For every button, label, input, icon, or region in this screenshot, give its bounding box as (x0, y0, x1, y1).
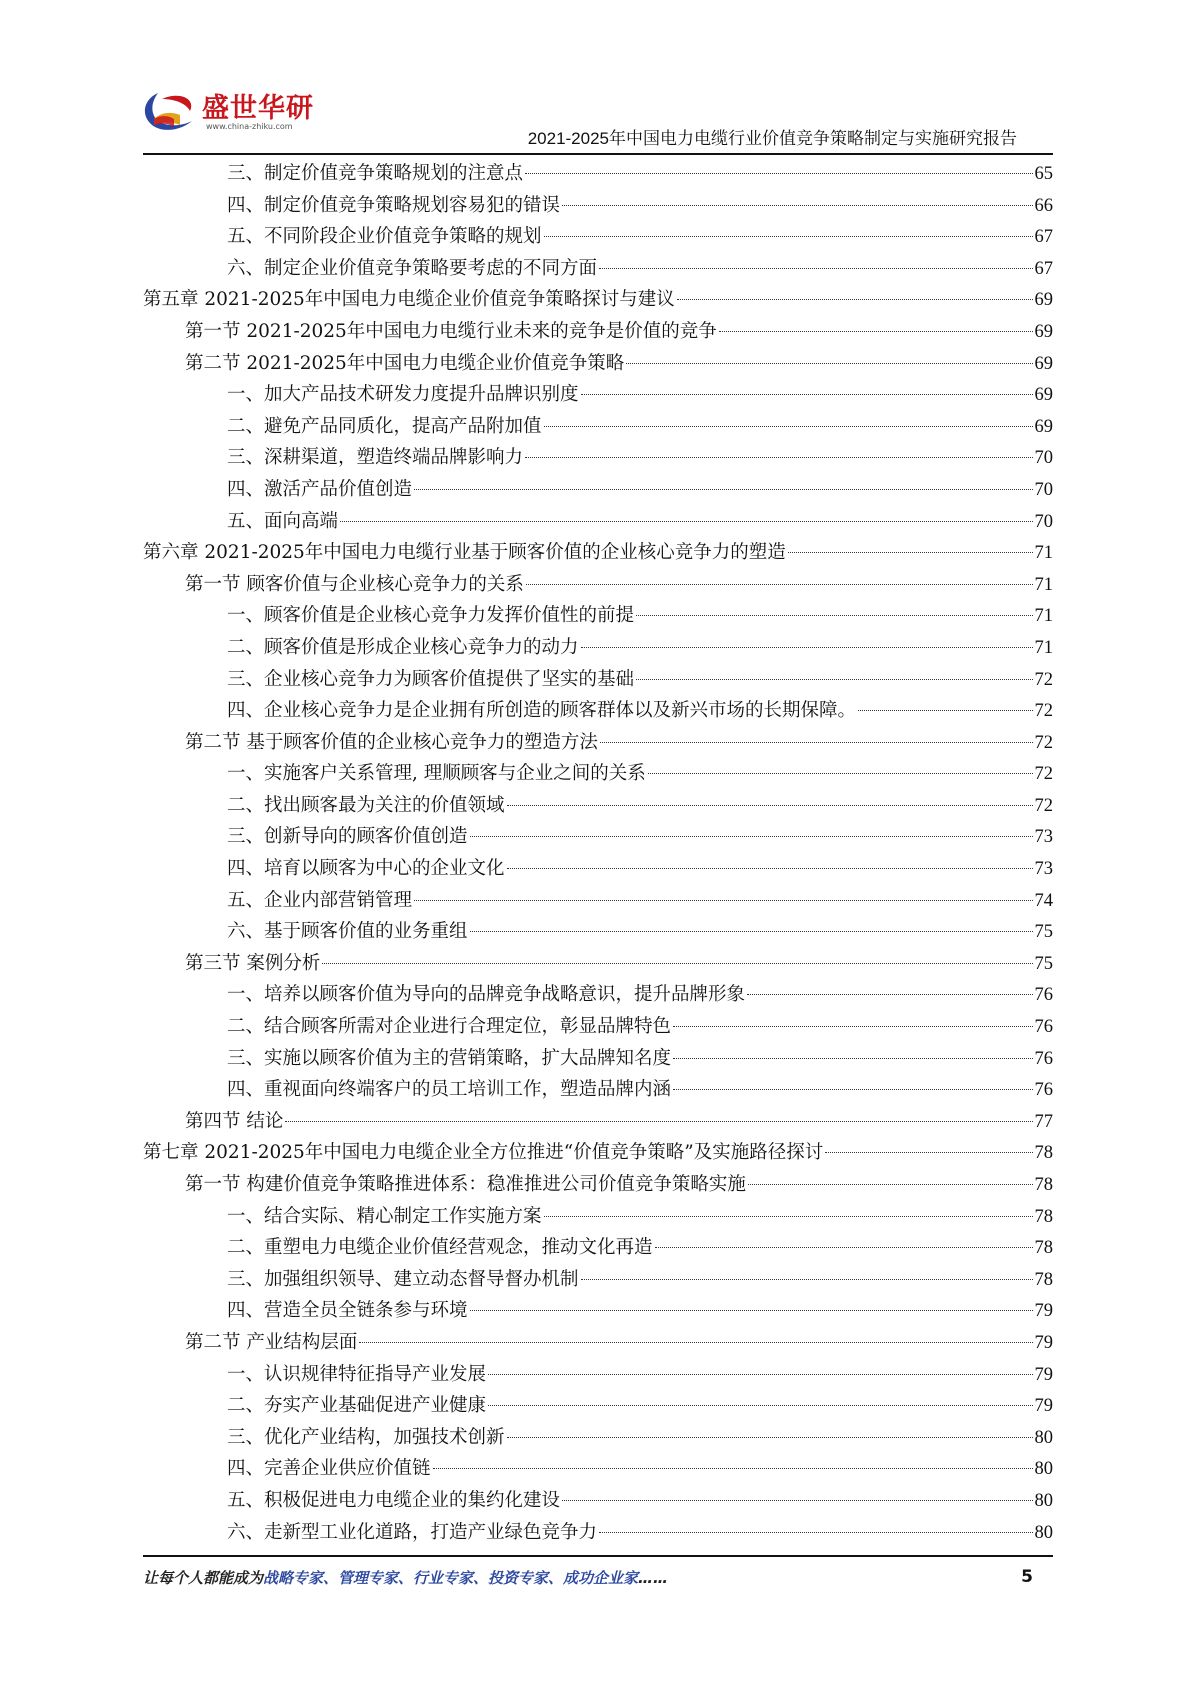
toc-entry-page: 71 (1034, 637, 1053, 658)
toc-entry-page: 69 (1034, 321, 1053, 342)
toc-entry-title: 六、走新型工业化道路，打造产业绿色竞争力 (227, 1521, 598, 1543)
toc-entry-title: 五、不同阶段企业价值竞争策略的规划 (227, 226, 542, 248)
toc-entry[interactable] (143, 1295, 1053, 1327)
toc-entry-title: 第四节 结论 (185, 1110, 284, 1132)
toc-entry-title: 二、顾客价值是形成企业核心竞争力的动力 (227, 636, 579, 658)
company-logo (140, 80, 340, 140)
toc-entry-page: 70 (1034, 479, 1053, 500)
toc-entry-title: 三、加强组织领导、建立动态督导督办机制 (227, 1268, 579, 1290)
toc-entry[interactable] (143, 948, 1053, 980)
toc-dot-leader (414, 900, 1032, 901)
toc-entry[interactable] (143, 1232, 1053, 1264)
toc-entry-page: 72 (1034, 795, 1053, 816)
toc-dot-leader (788, 552, 1033, 553)
toc-entry-title: 第六章 2021-2025年中国电力电缆行业基于顾客价值的企业核心竞争力的塑造 (143, 542, 786, 564)
toc-entry-title: 四、企业核心竞争力是企业拥有所创造的顾客群体以及新兴市场的长期保障。 (227, 700, 857, 722)
toc-entry[interactable] (143, 727, 1053, 759)
toc-entry-page: 75 (1034, 953, 1053, 974)
toc-entry[interactable] (143, 1390, 1053, 1422)
toc-dot-leader (748, 1184, 1033, 1185)
toc-entry-title: 四、激活产品价值创造 (227, 478, 413, 500)
toc-entry[interactable] (143, 916, 1053, 948)
toc-entry-page: 71 (1034, 574, 1053, 595)
toc-entry-page: 78 (1034, 1269, 1053, 1290)
toc-entry-title: 五、企业内部营销管理 (227, 889, 413, 911)
toc-entry-title: 五、面向高端 (227, 510, 339, 532)
toc-entry-page: 79 (1034, 1396, 1053, 1417)
toc-entry-title: 一、顾客价值是企业核心竞争力发挥价值性的前提 (227, 605, 635, 627)
toc-dot-leader (544, 1216, 1033, 1217)
toc-entry-page: 78 (1034, 1206, 1053, 1227)
toc-entry[interactable] (143, 221, 1053, 253)
toc-entry[interactable] (143, 348, 1053, 380)
toc-entry-title: 第七章 2021-2025年中国电力电缆企业全方位推进“价值竞争策略”及实施路径探讨 (143, 1142, 824, 1164)
toc-entry-title: 四、培育以顾客为中心的企业文化 (227, 858, 505, 880)
slogan-prefix: 让每个人都能成为 (143, 1569, 264, 1587)
toc-entry-title: 三、企业核心竞争力为顾客价值提供了坚实的基础 (227, 668, 635, 690)
toc-entry-page: 66 (1034, 195, 1053, 216)
toc-entry[interactable] (143, 758, 1053, 790)
toc-dot-leader (655, 1247, 1033, 1248)
toc-dot-leader (747, 994, 1032, 995)
slogan-suffix: …… (638, 1569, 669, 1587)
toc-dot-leader (414, 489, 1032, 490)
toc-entry-page: 79 (1034, 1332, 1053, 1353)
toc-entry[interactable] (143, 1327, 1053, 1359)
toc-entry[interactable] (143, 1011, 1053, 1043)
toc-entry-page: 78 (1034, 1238, 1053, 1259)
toc-dot-leader (719, 331, 1033, 332)
toc-dot-leader (433, 1468, 1033, 1469)
toc-entry-page: 71 (1034, 543, 1053, 564)
toc-dot-leader (525, 457, 1032, 458)
toc-dot-leader (470, 1310, 1033, 1311)
toc-dot-leader (544, 236, 1033, 237)
toc-dot-leader (673, 1058, 1032, 1059)
toc-dot-leader (677, 299, 1033, 300)
toc-entry[interactable] (143, 474, 1053, 506)
logo-swoosh-icon (140, 85, 200, 135)
toc-dot-leader (600, 742, 1033, 743)
toc-entry[interactable] (143, 1106, 1053, 1138)
toc-entry-page: 69 (1034, 385, 1053, 406)
toc-entry-page: 69 (1034, 353, 1053, 374)
toc-entry-page: 69 (1034, 290, 1053, 311)
toc-entry-title: 一、加大产品技术研发力度提升品牌识别度 (227, 384, 579, 406)
page-footer (143, 1567, 1053, 1597)
toc-entry-title: 三、优化产业结构，加强技术创新 (227, 1426, 505, 1448)
toc-entry-title: 一、实施客户关系管理, 理顺顾客与企业之间的关系 (227, 763, 646, 785)
toc-entry-title: 第三节 案例分析 (185, 952, 321, 974)
toc-entry-title: 一、认识规律特征指导产业发展 (227, 1363, 487, 1385)
toc-entry-title: 第五章 2021-2025年中国电力电缆企业价值竞争策略探讨与建议 (143, 289, 675, 311)
toc-entry-title: 四、营造全员全链条参与环境 (227, 1300, 468, 1322)
toc-dot-leader (322, 963, 1032, 964)
toc-entry[interactable] (143, 284, 1053, 316)
toc-entry-page: 80 (1034, 1490, 1053, 1511)
toc-entry[interactable] (143, 885, 1053, 917)
toc-entry-page: 78 (1034, 1143, 1053, 1164)
toc-dot-leader (470, 836, 1033, 837)
toc-entry-title: 三、深耕渠道，塑造终端品牌影响力 (227, 447, 524, 469)
toc-entry-page: 76 (1034, 1048, 1053, 1069)
toc-dot-leader (544, 426, 1033, 427)
toc-dot-leader (636, 679, 1032, 680)
toc-dot-leader (626, 363, 1032, 364)
footer-slogan (143, 1567, 668, 1588)
toc-entry-page: 72 (1034, 732, 1053, 753)
toc-entry[interactable] (143, 790, 1053, 822)
toc-dot-leader (507, 868, 1033, 869)
toc-dot-leader (340, 521, 1032, 522)
toc-entry-page: 80 (1034, 1427, 1053, 1448)
toc-entry-page: 76 (1034, 985, 1053, 1006)
toc-entry[interactable] (143, 506, 1053, 538)
toc-entry[interactable] (143, 379, 1053, 411)
toc-entry[interactable] (143, 853, 1053, 885)
toc-entry[interactable] (143, 1074, 1053, 1106)
toc-dot-leader (581, 1279, 1033, 1280)
toc-entry-title: 二、夯实产业基础促进产业健康 (227, 1395, 487, 1417)
table-of-contents (143, 158, 1053, 1548)
toc-entry[interactable] (143, 253, 1053, 285)
toc-entry-page: 69 (1034, 416, 1053, 437)
toc-entry[interactable] (143, 979, 1053, 1011)
toc-entry[interactable] (143, 1201, 1053, 1233)
toc-entry-title: 第一节 顾客价值与企业核心竞争力的关系 (185, 573, 524, 595)
toc-entry[interactable] (143, 158, 1053, 190)
toc-entry[interactable] (143, 1359, 1053, 1391)
toc-entry-page: 76 (1034, 1080, 1053, 1101)
toc-entry[interactable] (143, 821, 1053, 853)
toc-entry-title: 二、结合顾客所需对企业进行合理定位，彰显品牌特色 (227, 1016, 672, 1038)
toc-entry-title: 四、制定价值竞争策略规划容易犯的错误 (227, 194, 561, 216)
toc-entry[interactable] (143, 1453, 1053, 1485)
toc-dot-leader (673, 1089, 1032, 1090)
toc-entry-title: 三、实施以顾客价值为主的营销策略，扩大品牌知名度 (227, 1047, 672, 1069)
toc-dot-leader (581, 394, 1033, 395)
toc-entry-title: 第一节 构建价值竞争策略推进体系：稳准推进公司价值竞争策略实施 (185, 1174, 746, 1195)
toc-entry-title: 第二节 2021-2025年中国电力电缆企业价值竞争策略 (185, 352, 625, 374)
toc-entry-page: 70 (1034, 448, 1053, 469)
toc-entry-page: 80 (1034, 1522, 1053, 1543)
toc-entry-title: 四、完善企业供应价值链 (227, 1458, 431, 1480)
toc-dot-leader (470, 931, 1033, 932)
toc-entry-title: 四、重视面向终端客户的员工培训工作，塑造品牌内涵 (227, 1079, 672, 1101)
toc-entry-page: 77 (1034, 1111, 1053, 1132)
toc-entry-title: 三、制定价值竞争策略规划的注意点 (227, 163, 524, 184)
toc-entry-title: 一、培养以顾客价值为导向的品牌竞争战略意识，提升品牌形象 (227, 984, 746, 1006)
toc-dot-leader (636, 615, 1032, 616)
toc-entry-title: 第一节 2021-2025年中国电力电缆行业未来的竞争是价值的竞争 (185, 320, 717, 342)
toc-entry-title: 第二节 基于顾客价值的企业核心竞争力的塑造方法 (185, 731, 598, 753)
toc-entry-page: 67 (1034, 227, 1053, 248)
toc-entry-page: 76 (1034, 1017, 1053, 1038)
toc-entry-page: 71 (1034, 606, 1053, 627)
toc-entry[interactable] (143, 411, 1053, 443)
toc-entry-title: 第二节 产业结构层面 (185, 1331, 358, 1353)
logo-url: www.china-zhiku.com (206, 122, 293, 131)
toc-dot-leader (525, 173, 1032, 174)
toc-dot-leader (488, 1405, 1032, 1406)
toc-entry-title: 一、结合实际、精心制定工作实施方案 (227, 1205, 542, 1227)
toc-entry-title: 六、制定企业价值竞争策略要考虑的不同方面 (227, 257, 598, 279)
toc-entry-page: 65 (1034, 164, 1053, 184)
toc-entry-page: 79 (1034, 1364, 1053, 1385)
toc-entry[interactable] (143, 632, 1053, 664)
toc-entry[interactable] (143, 600, 1053, 632)
toc-entry-page: 74 (1034, 890, 1053, 911)
toc-entry-page: 79 (1034, 1301, 1053, 1322)
toc-dot-leader (507, 1437, 1033, 1438)
footer-divider (143, 1555, 1053, 1557)
toc-dot-leader (359, 1342, 1032, 1343)
report-title: 2021-2025年中国电力电缆行业价值竞争策略制定与实施研究报告 (527, 129, 1017, 148)
toc-entry-page: 73 (1034, 827, 1053, 848)
toc-entry[interactable] (143, 1264, 1053, 1296)
toc-entry[interactable] (143, 1169, 1053, 1201)
toc-dot-leader (507, 805, 1033, 806)
toc-dot-leader (562, 205, 1032, 206)
toc-entry-page: 72 (1034, 701, 1053, 722)
toc-dot-leader (599, 1532, 1032, 1533)
toc-entry-page: 73 (1034, 859, 1053, 880)
toc-dot-leader (526, 584, 1033, 585)
toc-entry-title: 二、避免产品同质化，提高产品附加值 (227, 415, 542, 437)
toc-entry[interactable] (143, 1485, 1053, 1517)
toc-entry-title: 三、创新导向的顾客价值创造 (227, 826, 468, 848)
toc-entry[interactable] (143, 190, 1053, 222)
toc-entry-title: 二、找出顾客最为关注的价值领域 (227, 794, 505, 816)
toc-dot-leader (562, 1500, 1032, 1501)
toc-entry[interactable] (143, 537, 1053, 569)
toc-entry-page: 70 (1034, 511, 1053, 532)
toc-entry[interactable] (143, 316, 1053, 348)
toc-dot-leader (285, 1121, 1032, 1122)
toc-entry[interactable] (143, 1137, 1053, 1169)
toc-entry[interactable] (143, 1422, 1053, 1454)
toc-dot-leader (488, 1374, 1032, 1375)
toc-entry[interactable] (143, 1517, 1053, 1549)
toc-dot-leader (858, 710, 1032, 711)
toc-dot-leader (673, 1026, 1032, 1027)
toc-entry[interactable] (143, 569, 1053, 601)
toc-entry-title: 六、基于顾客价值的业务重组 (227, 921, 468, 943)
toc-entry-title: 五、积极促进电力电缆企业的集约化建设 (227, 1489, 561, 1511)
toc-entry-title: 二、重塑电力电缆企业价值经营观念，推动文化再造 (227, 1237, 653, 1259)
toc-entry[interactable] (143, 442, 1053, 474)
logo-text: 盛世华研 (202, 93, 314, 124)
toc-entry[interactable] (143, 664, 1053, 696)
slogan-highlight: 战略专家、管理专家、行业专家、投资专家、成功企业家 (263, 1569, 639, 1587)
toc-entry[interactable] (143, 1043, 1053, 1075)
toc-dot-leader (825, 1152, 1032, 1153)
header-divider (143, 153, 1053, 155)
toc-dot-leader (599, 268, 1032, 269)
toc-dot-leader (648, 773, 1033, 774)
toc-dot-leader (581, 647, 1033, 648)
toc-entry-page: 67 (1034, 258, 1053, 279)
toc-entry-page: 80 (1034, 1459, 1053, 1480)
toc-entry[interactable] (143, 695, 1053, 727)
toc-entry-page: 78 (1034, 1175, 1053, 1195)
page-number: 5 (1021, 1567, 1033, 1587)
toc-entry-page: 75 (1034, 922, 1053, 943)
page-header (140, 80, 1050, 150)
toc-entry-page: 72 (1034, 669, 1053, 690)
toc-entry-page: 72 (1034, 764, 1053, 785)
